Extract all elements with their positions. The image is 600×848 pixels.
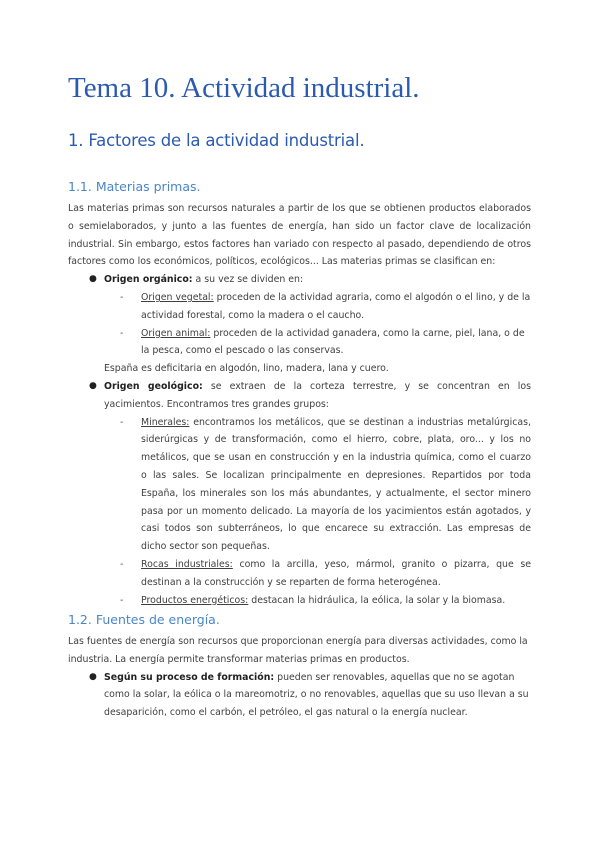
bullet-text: pueden ser renovables, aquellas que no se agotan como la solar, la eólica o la mareomotriz, o no renovables, aquellas que su uso llevan a su desaparición, como el carbón, el petróleo, el gas natural o la energía nuclear. xyxy=(104,671,529,719)
fuentes-energia-block xyxy=(68,633,531,722)
section-heading-factores: 1. Factores de la actividad industrial. xyxy=(68,131,365,150)
subitem-label: Rocas industriales: xyxy=(141,558,233,570)
subitem-text: proceden de la actividad agraria, como el algodón o el lino, y de la actividad forestal, como la madera o el caucho. xyxy=(141,291,531,321)
subitem-minerales xyxy=(68,414,531,556)
materias-primas-intro: Las materias primas son recursos naturales a partir de los que se obtienen productos elaborados o semielaborados, y junto a las fuentes de energía, han sido un factor clave de localización industrial. Sin embargo, estos factores han variado con respecto al pasado, dependiendo de otros factores como los económicos, políticos, ecológicos... Las materias primas se clasifican en: xyxy=(68,203,531,268)
dash-icon: - xyxy=(120,291,124,303)
subitem-text: destacan la hidráulica, la eólica, la solar y la biomasa. xyxy=(248,594,506,606)
bullet-dot-icon: ● xyxy=(89,274,97,285)
bullet-text: se extraen de la corteza terrestre, y se concentran en los yacimientos. Encontramos tres grandes grupos: xyxy=(104,380,531,410)
bullet-origen-geologico xyxy=(68,378,531,414)
fuentes-energia-intro: Las fuentes de energía son recursos que proporcionan energía para diversas actividades, como la industria. La energía permite transformar materias primas en productos. xyxy=(68,636,528,665)
subitem-label: Origen animal: xyxy=(141,327,211,339)
subsection-heading-materias-primas: 1.1. Materias primas. xyxy=(68,179,201,194)
bullet-origen-organico xyxy=(68,271,531,289)
subsection-heading-fuentes-energia: 1.2. Fuentes de energía. xyxy=(68,612,220,627)
bullet-label: Origen orgánico: xyxy=(104,274,193,286)
dash-icon: - xyxy=(120,327,124,339)
document-title: Tema 10. Actividad industrial. xyxy=(68,72,420,104)
bullet-dot-icon: ● xyxy=(89,380,97,391)
subitem-origen-vegetal xyxy=(68,289,531,325)
bullet-segun-proceso xyxy=(68,669,531,722)
subitem-productos-energeticos xyxy=(68,592,531,610)
subitem-text: encontramos los metálicos, que se destinan a industrias metalúrgicas, siderúrgicas y de transformación, como el hierro, cobre, plata, oro... y los no metálicos, que se usan en construcción y en la industria química, como el cuarzo o las sales. Se localizan principalmente en depresiones. Repartidos por toda España, los minerales son los más abundantes, y actualmente, el sector minero pasa por un momento delicado. La mayoría de los yacimientos están agotados, y casi todos son subterráneos, lo que encarece su extracción. Las empresas de dicho sector son pequeñas. xyxy=(141,416,531,553)
deficit-note: España es deficitaria en algodón, lino, madera, lana y cuero. xyxy=(104,363,389,375)
subitem-label: Origen vegetal: xyxy=(141,291,214,303)
dash-icon: - xyxy=(120,594,124,606)
dash-icon: - xyxy=(120,416,124,428)
subitem-text: como la arcilla, yeso, mármol, granito o pizarra, que se destinan a la construcción y se reparten de forma heterogénea. xyxy=(141,558,532,588)
subitem-label: Productos energéticos: xyxy=(141,594,249,606)
dash-icon: - xyxy=(120,558,124,570)
subitem-rocas-industriales xyxy=(68,556,531,592)
materias-primas-block xyxy=(68,200,531,609)
subitem-origen-animal xyxy=(68,325,531,361)
bullet-dot-icon: ● xyxy=(89,671,97,682)
bullet-label: Origen geológico: xyxy=(104,380,203,392)
subitem-text: proceden de la actividad ganadera, como la carne, piel, lana, o de la pesca, como el pescado o las conservas. xyxy=(141,327,525,357)
subitem-label: Minerales: xyxy=(141,416,190,428)
bullet-text: a su vez se dividen en: xyxy=(192,274,304,286)
bullet-label: Según su proceso de formación: xyxy=(104,671,275,683)
